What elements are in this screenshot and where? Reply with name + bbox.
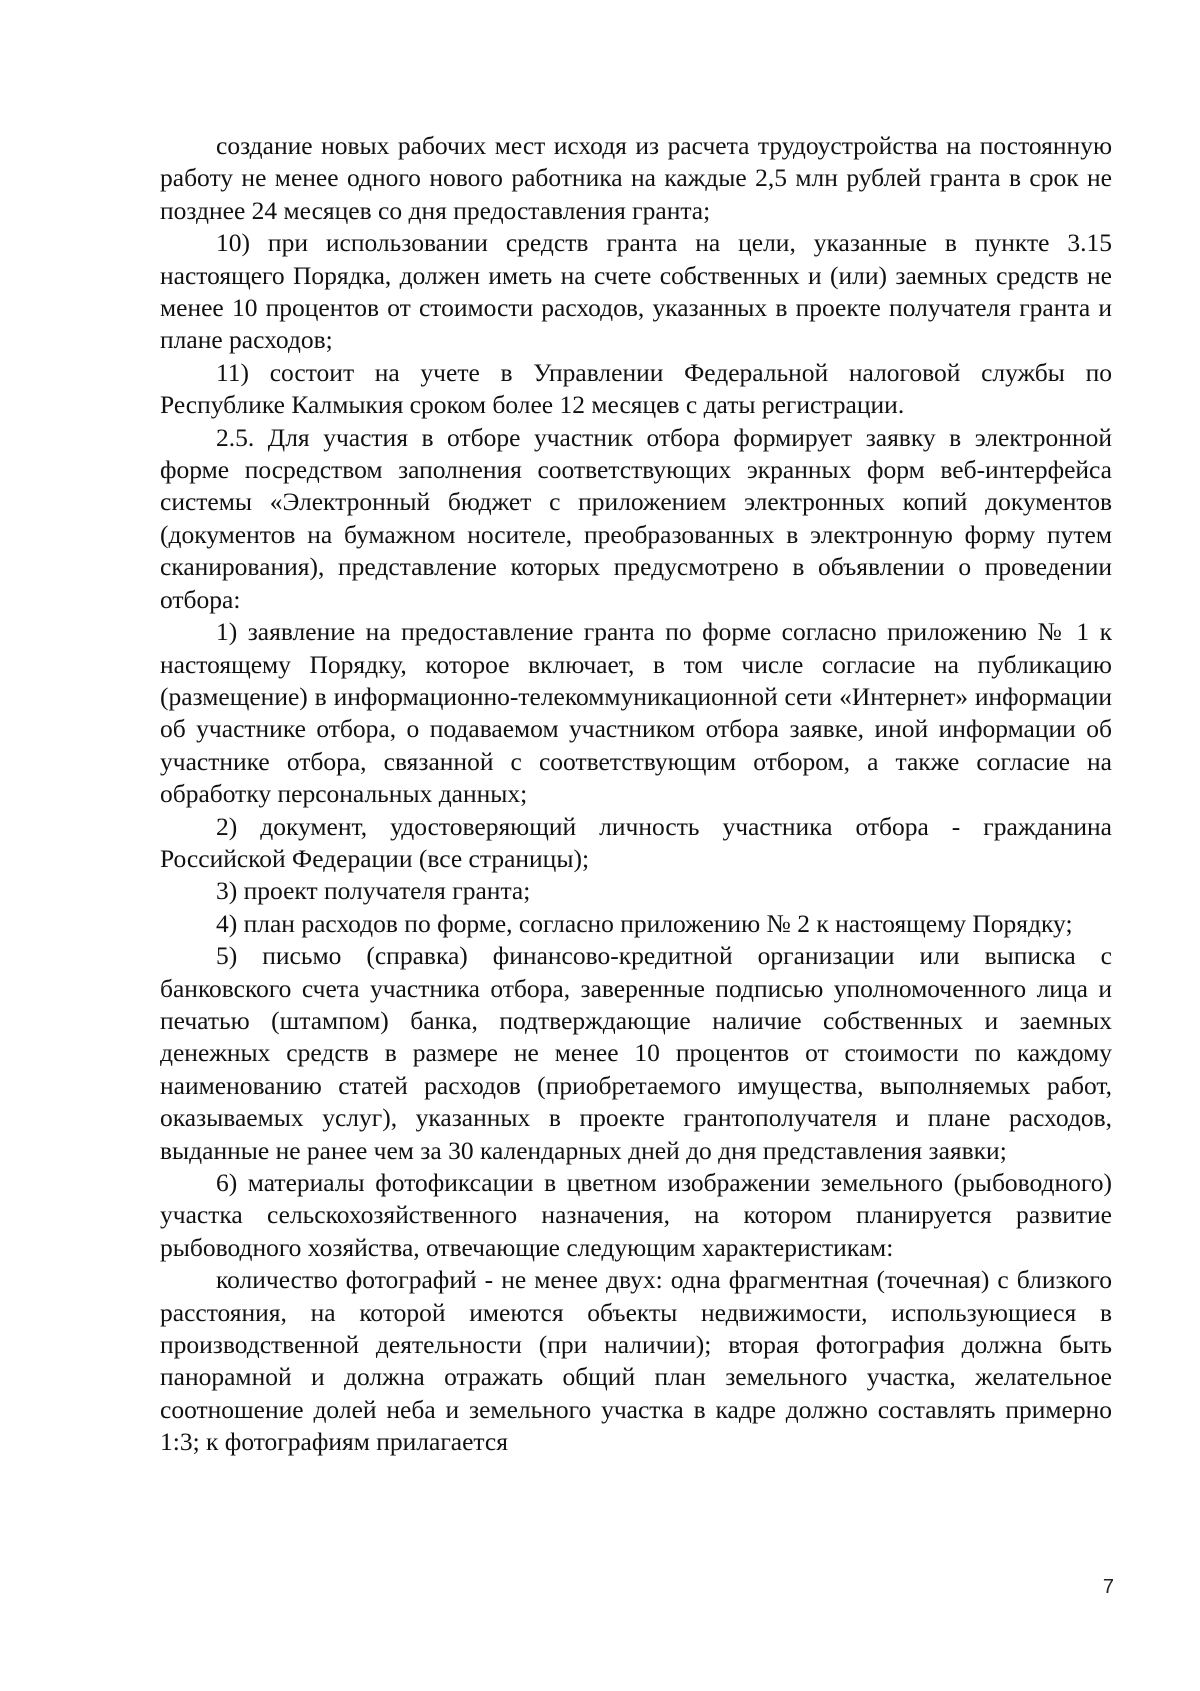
paragraph-doc-5: 5) письмо (справка) финансово-кредитной организации или выписка с банковского счета участника отбора, заверенные подписью уполномоченного лица и печатью (штампом) банка, подтверждающие наличие собственных и заемных денежных средств в размере не менее 10 процентов от стоимости по каждому наименованию статей расходов (приобретаемого имущества, выполняемых работ, оказываемых услуг), указанных в проекте грантополучателя и плане расходов, выданные не ранее чем за 30 календарных дней до дня представления заявки; bbox=[160, 941, 1112, 1165]
page-number: 7 bbox=[1102, 1576, 1114, 1598]
paragraph-jobs-condition: создание новых рабочих мест исходя из расчета трудоустройства на постоянную работу не менее одного нового работника на каждые 2,5 млн рублей гранта в срок не позднее 24 месяцев со дня предоставления гранта; bbox=[160, 131, 1112, 225]
paragraph-doc-2: 2) документ, удостоверяющий личность участника отбора - гражданина Российской Федерации (все страницы); bbox=[160, 811, 1112, 873]
document-body bbox=[160, 130, 1112, 1459]
paragraph-doc-6: 6) материалы фотофиксации в цветном изображении земельного (рыбоводного) участка сельскохозяйственного назначения, на котором планируется развитие рыбоводного хозяйства, отвечающие следующим характеристикам: bbox=[160, 1168, 1112, 1262]
paragraph-photo-requirements: количество фотографий - не менее двух: одна фрагментная (точечная) с близкого расстояния, на которой имеются объекты недвижимости, использующиеся в производственной деятельности (при наличии); вторая фотография должна быть панорамной и должна отражать общий план земельного участка, желательное соотношение долей неба и земельного участка в кадре должно составлять примерно 1:3; к фотографиям прилагается bbox=[160, 1265, 1112, 1457]
paragraph-section-2-5: 2.5. Для участия в отборе участник отбора формирует заявку в электронной форме посредством заполнения соответствующих экранных форм веб-интерфейса системы «Электронный бюджет с приложением электронных копий документов (документов на бумажном носителе, преобразованных в электронную форму путем сканирования), представление которых предусмотрено в объявлении о проведении отбора: bbox=[160, 422, 1112, 614]
paragraph-doc-3: 3) проект получателя гранта; bbox=[216, 876, 531, 906]
paragraph-item-10: 10) при использовании средств гранта на цели, указанные в пункте 3.15 настоящего Порядка, должен иметь на счете собственных и (или) заемных средств не менее 10 процентов от стоимости расходов, указанных в проекте получателя гранта и плане расходов; bbox=[160, 228, 1112, 355]
paragraph-doc-1: 1) заявление на предоставление гранта по форме согласно приложению № 1 к настоящему Порядку, которое включает, в том числе согласие на публикацию (размещение) в информационно-телекоммуникационной сети «Интернет» информации об участнике отбора, о подаваемом участником отбора заявке, иной информации об участнике отбора, связанной с соответствующим отбором, а также согласие на обработку персональных данных; bbox=[160, 617, 1112, 809]
paragraph-item-11: 11) состоит на учете в Управлении Федеральной налоговой службы по Республике Калмыкия сроком более 12 месяцев с даты регистрации. bbox=[160, 357, 1112, 420]
paragraph-doc-4: 4) план расходов по форме, согласно приложению № 2 к настоящему Порядку; bbox=[216, 908, 1073, 938]
